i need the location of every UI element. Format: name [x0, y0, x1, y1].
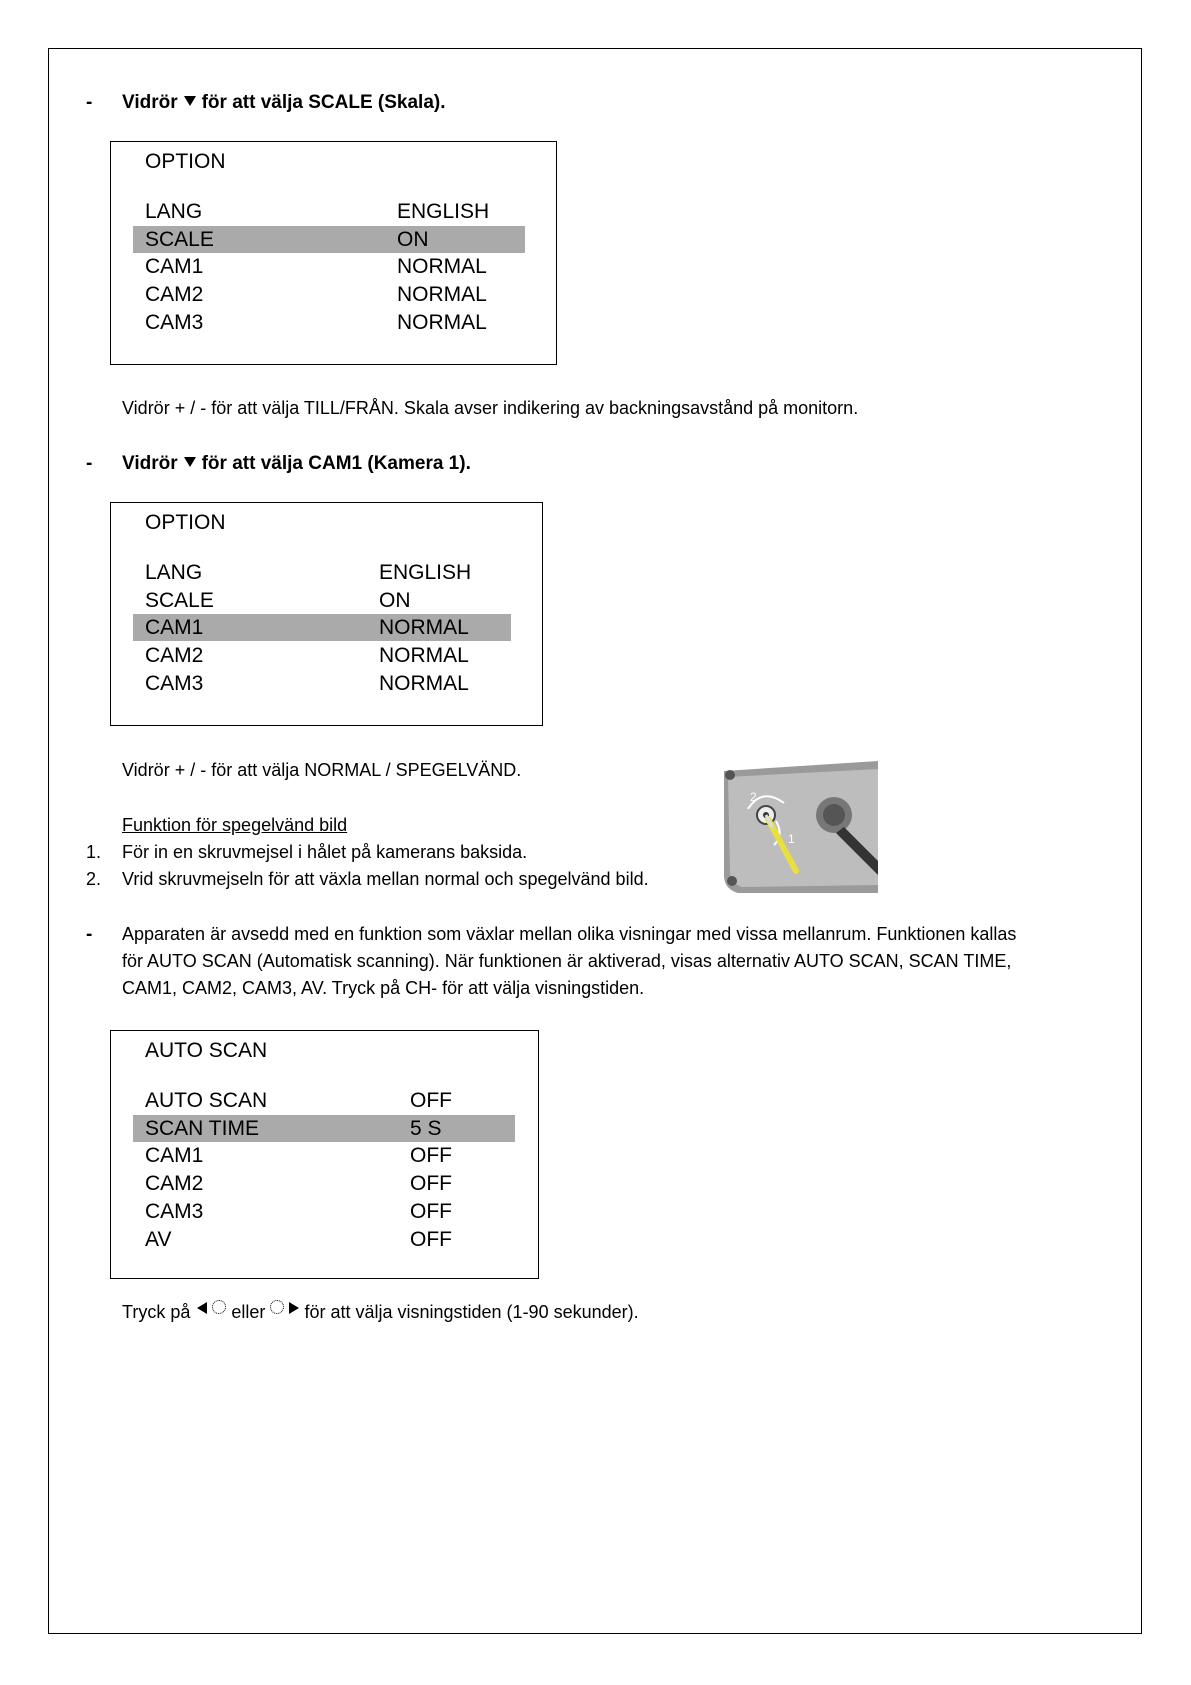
menu-row — [133, 1226, 515, 1253]
menu-row-key: LANG — [145, 561, 203, 584]
section2-note: Vidrör + / - för att välja NORMAL / SPEGELVÄND. — [122, 760, 522, 780]
menu-row-value: NORMAL — [379, 644, 469, 668]
menu-row-key: AV — [145, 1227, 172, 1251]
menu-row — [133, 1115, 515, 1142]
menu-row-value: OFF — [410, 1089, 452, 1112]
menu-row — [133, 1142, 515, 1169]
menu-row-key: CAM1 — [145, 255, 204, 279]
photo-label-1: 1 — [788, 832, 795, 846]
menu-row — [133, 309, 525, 336]
mirror-subheading: Funktion för spegelvänd bild — [122, 815, 348, 835]
menu-row-key: CAM3 — [145, 671, 204, 695]
section1-heading: Vidrör för att välja SCALE (Skala). — [122, 92, 446, 113]
menu-row-value: ON — [397, 227, 429, 251]
menu-row — [133, 587, 511, 614]
menu-row — [133, 198, 525, 225]
auto-scan-paragraph-line: Apparaten är avsedd med en funktion som växlar mellan olika visningar med vissa mellanrum. Funktionen kallas — [122, 924, 1017, 944]
menu-row-value: OFF — [410, 1199, 452, 1223]
menu-row-value: OFF — [410, 1172, 452, 1196]
bullet-dash: - — [86, 92, 93, 113]
menu-row-key: CAM2 — [145, 283, 204, 307]
bullet-dash: - — [86, 453, 93, 474]
menu-row-value: 5 S — [410, 1116, 442, 1140]
triangle-left-icon — [197, 1302, 207, 1314]
menu-row — [133, 614, 511, 641]
menu-title: OPTION — [145, 511, 226, 534]
step-number: 2. — [86, 869, 102, 889]
auto-scan-paragraph-line: för AUTO SCAN (Automatisk scanning). När funktionen är aktiverad, visas alternativ AUTO SCAN, SCAN TIME, — [122, 951, 1012, 971]
menu-row-value: NORMAL — [397, 283, 487, 307]
menu-row-value: NORMAL — [379, 671, 469, 695]
menu-row-key: CAM1 — [145, 616, 204, 640]
menu-row-key: AUTO SCAN — [145, 1089, 268, 1112]
auto-scan-menu — [110, 1030, 539, 1279]
menu-row-key: CAM3 — [145, 1199, 204, 1223]
menu-row — [133, 670, 511, 697]
menu-row — [133, 1170, 515, 1197]
menu-row-key: SCALE — [145, 588, 214, 612]
step-text: Vrid skruvmejseln för att växla mellan normal och spegelvänd bild. — [122, 869, 649, 889]
dotted-circle-icon — [270, 1300, 284, 1314]
menu-row-value: NORMAL — [379, 616, 469, 640]
section1-note: Vidrör + / - för att välja TILL/FRÅN. Skala avser indikering av backningsavstånd på monitorn. — [122, 398, 859, 418]
triangle-down-icon — [184, 457, 196, 467]
menu-row-key: LANG — [145, 200, 203, 223]
menu-row-value: NORMAL — [397, 255, 487, 279]
menu-row-key: SCALE — [145, 227, 214, 251]
triangle-right-icon — [289, 1302, 299, 1314]
menu-row-value: OFF — [410, 1227, 452, 1251]
option-menu-1 — [110, 141, 557, 365]
menu-row — [133, 642, 511, 669]
menu-row — [133, 253, 525, 280]
menu-row — [133, 1087, 515, 1114]
menu-row-value: OFF — [410, 1144, 452, 1168]
menu-row-key: CAM2 — [145, 644, 204, 668]
menu-row — [133, 1198, 515, 1225]
menu-row-value: ENGLISH — [397, 200, 490, 223]
auto-scan-paragraph-line: CAM1, CAM2, CAM3, AV. Tryck på CH- för att välja visningstiden. — [122, 978, 645, 998]
section2-heading: Vidrör för att välja CAM1 (Kamera 1). — [122, 453, 471, 474]
bullet-dash: - — [86, 924, 93, 945]
menu-row-value: ON — [379, 588, 411, 612]
menu-row — [133, 226, 525, 253]
photo-label-2: 2 — [750, 790, 757, 804]
menu-row-key: CAM3 — [145, 310, 204, 334]
step-number: 1. — [86, 842, 102, 862]
option-menu-2 — [110, 502, 543, 726]
menu-title: OPTION — [145, 150, 226, 173]
menu-row — [133, 281, 525, 308]
camera-back-photo — [718, 753, 878, 893]
dotted-circle-icon — [212, 1300, 226, 1314]
step-text: För in en skruvmejsel i hålet på kamerans baksida. — [122, 842, 528, 862]
menu-row-key: SCAN TIME — [145, 1116, 259, 1140]
menu-row-value: ENGLISH — [379, 561, 472, 584]
menu-row-key: CAM2 — [145, 1172, 204, 1196]
section3-tail: Tryck på eller för att välja visningstiden (1-90 sekunder). — [122, 1302, 639, 1322]
menu-title: AUTO SCAN — [145, 1039, 268, 1062]
triangle-down-icon — [184, 96, 196, 106]
menu-row-key: CAM1 — [145, 1144, 204, 1168]
menu-row — [133, 559, 511, 586]
menu-row-value: NORMAL — [397, 310, 487, 334]
